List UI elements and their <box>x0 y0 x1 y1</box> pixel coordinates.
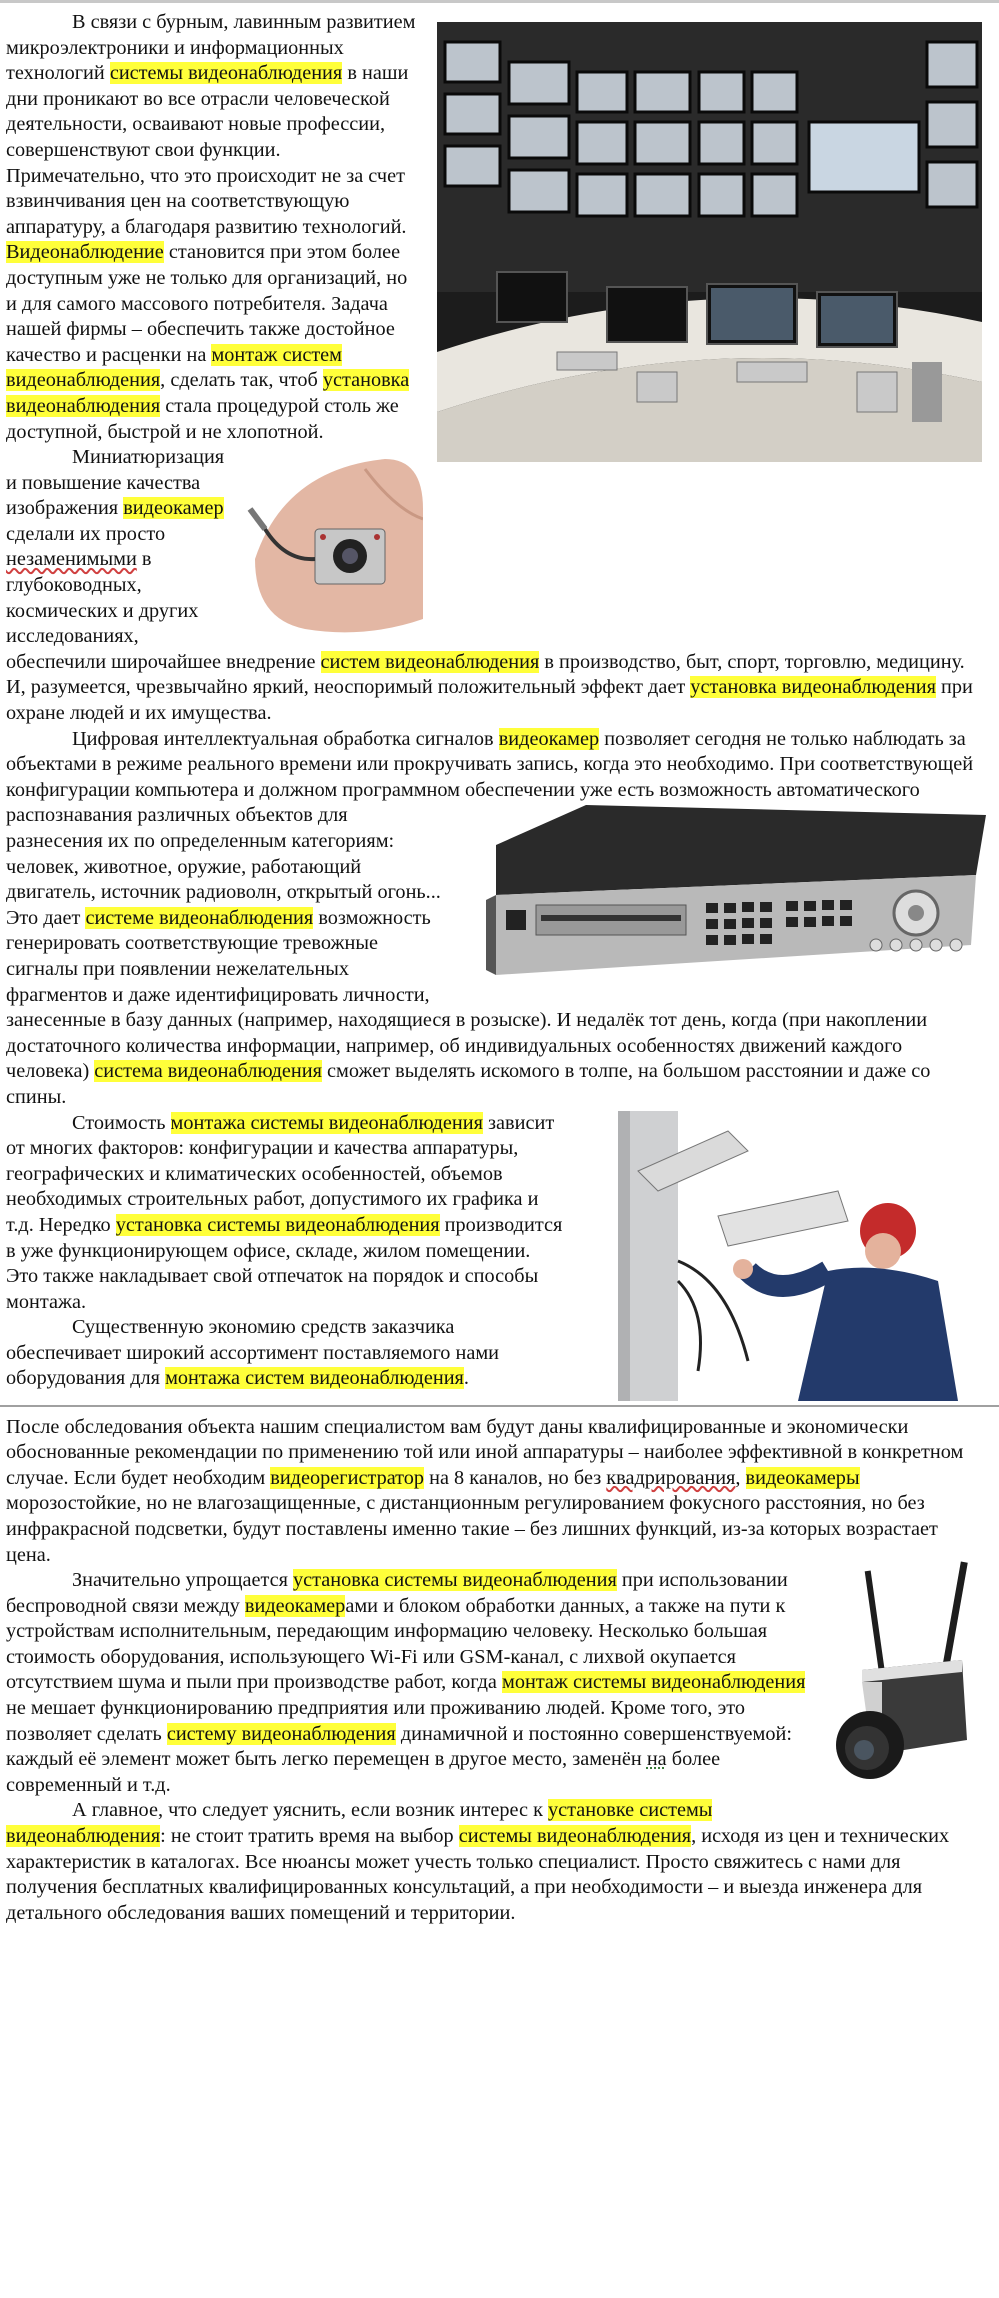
paragraph-7: Значительно упрощается установка системы видеонаблюдения при использовании беспроводной связи между видеокамерами и блоком обработки данных, а также на пути к устройствам исполнительным, передающим информацию человеку. Несколько большая стоимость оборудования, использующего Wi-Fi или GSM-канал, с лихвой окупается отсутствием шума и пыли при производстве работ, когда монтаж системы видеонаблюдения не мешает функционированию предприятия или проживанию людей. Кроме того, это позволяет сделать систему видеонаблюдения динамичной и постоянно совершенствуемой: каждый её элемент может быть легко перемещен в другое место, заменён на более современный и т.д. <box>6 1569 806 1796</box>
highlight: монтаж систем видеонаблюдения <box>6 343 343 392</box>
highlight: систему видеонаблюдения <box>166 1722 396 1745</box>
highlight: видеокамер <box>244 1594 346 1617</box>
para3-text-a: позволяет сегодня не только наблюдать за объектами в режиме реального времени или прокручивать запись, когда это необходимо. При соответствующей конфигурации компьютера и должном программном обеспечении <box>6 727 974 801</box>
highlight: установка видеонаблюдения <box>690 676 936 699</box>
highlight: установка системы видеонаблюдения <box>292 1569 617 1592</box>
highlight: видеокамеры <box>745 1466 860 1489</box>
highlight: системы видеонаблюдения <box>109 62 343 85</box>
highlight: монтажа систем видеонаблюдения <box>165 1367 464 1390</box>
dvr-photo <box>456 805 986 985</box>
highlight: установка системы видеонаблюдения <box>115 1213 440 1236</box>
paragraph-3: Цифровая интеллектуальная обработка сигналов видеокамер позволяет сегодня не только наблюдать за объектами в режиме реального времени или прокручивать запись, когда это необходимо. При соответствующей конфигурации компьютера и должном программном обеспечении уже есть возможность автоматического распознавания различных объектов для разнесения их по определенным категориям: человек, животное, оружие, работающий двигатель, источник радиоволн, открытый огонь... Это дает системе видеонаблюдения возможность генерировать соответствующие тревожные сигналы при появлении нежелательных фрагментов и даже идентифицировать личности, занесенные в базу данных (например, находящиеся в розыске). И недалёк тот день, когда (при накоплении достаточного количества информации, например, об индивидуальных особенностях движений каждого человека) система видеонаблюдения сможет выделять искомого в толпе, на большом расстоянии и даже со спины. <box>6 727 978 1111</box>
document-page <box>6 10 978 1926</box>
paragraph-6: После обследования объекта нашим специалистом вам будут даны квалифицированные и экономически обоснованные рекомендации по применению той или иной аппаратуры – наиболее эффективной в конкретном случае. Если будет необходим видеорегистратор на 8 каналов, но без квадрирования, видеокамеры морозостойкие, но не влагозащищенные, с дистанционным регулированием фокусного расстояния, но без инфракрасной подсветки, будут поставлены именно такие – без лишних функций, из-за которых возрастает цена. <box>6 1415 964 1566</box>
control-room-photo <box>437 22 982 462</box>
paragraph-2: Миниатюризация и повышение качества изображения видеокамер сделали их просто незаменимыми в глубоководных, космических и других исследованиях, обеспечили широчайшее внедрение систем видеонаблюдения в производство, быт, спорт, торговлю, медицину. И, разумеется, чрезвычайно яркий, неоспоримый положительный эффект дает установка видеонаблюдения при охране людей и их имущества. <box>6 446 973 725</box>
highlight: системы видеонаблюдения <box>458 1825 692 1848</box>
highlight: видеорегистратор <box>270 1466 425 1489</box>
paragraph-8: А главное, что следует уяснить, если возник интерес к установке системы видеонаблюдения: не стоит тратить время на выбор системы видеонаблюдения, исходя из цен и технических характеристик в каталогах. Все нюансы может учесть только специалист. Просто свяжитесь с нами для получения бесплатных квалифицированных консультаций, а при необходимости – и выезда инженера для детального обследования ваших помещений и территории. <box>6 1799 950 1924</box>
top-rule <box>0 0 999 3</box>
spellcheck-underline: квадрирования <box>606 1466 736 1489</box>
wireless-camera-photo <box>822 1560 972 1808</box>
highlight: видеокамер <box>498 727 600 750</box>
paragraph-1: В связи с бурным, лавинным развитием микроэлектроники и информационных технологий системы видеонаблюдения в наши дни проникают во все отрасли человеческой деятельности, осваивают новые профессии, совершенствуют свои функции. Примечательно, что это происходит не за счет взвинчивания цен на соответствующую аппаратуру, а благодаря развитию технологий. Видеонаблюдение становится при этом более доступным уже не только для организаций, но и для самого массового потребителя. Задача нашей фирмы – обеспечить также достойное качество и расценки на монтаж систем видеонаблюдения, сделать так, чтоб установка видеонаблюдения стала процедурой столь же доступной, быстрой и не хлопотной. <box>6 11 416 443</box>
paragraph-4: Стоимость монтажа системы видеонаблюдения зависит от многих факторов: конфигурации и качества аппаратуры, географических и климатических особенностей, объемов необходимых строительных работ, допустимого их графика и т.д. Нередко установка системы видеонаблюдения производится в уже функционирующем офисе, складе, жилом помещении. Это также накладывает свой отпечаток на порядок и способы монтажа. <box>6 1111 563 1313</box>
highlight: системе видеонаблюдения <box>85 906 314 929</box>
highlight: монтаж системы видеонаблюдения <box>501 1671 806 1694</box>
highlight: система видеонаблюдения <box>94 1060 322 1083</box>
highlight: монтажа системы видеонаблюдения <box>170 1111 483 1134</box>
highlight: видеокамер <box>123 497 224 520</box>
installer-photo <box>578 1111 958 1401</box>
highlight: систем видеонаблюдения <box>320 650 540 673</box>
highlight: Видеонаблюдение <box>6 241 164 264</box>
spellcheck-underline: незаменимыми <box>6 548 137 571</box>
highlight: установка видеонаблюдения <box>6 369 410 417</box>
page-break <box>0 1405 999 1407</box>
para3-text-b: уже есть возможность автоматического распознавания различных объектов для разнесения их по определенным категориям: человек, животное, оружие, работающий двигатель, источник радиоволн, открытый огонь... Это дает <box>6 778 920 929</box>
mini-camera-photo <box>245 449 423 641</box>
highlight: установке системы видеонаблюдения <box>6 1799 713 1848</box>
grammar-underline: на <box>646 1748 667 1771</box>
paragraph-5: Существенную экономию средств заказчика обеспечивает широкий ассортимент поставляемого нами оборудования для монтажа систем видеонаблюдения. <box>6 1316 500 1390</box>
